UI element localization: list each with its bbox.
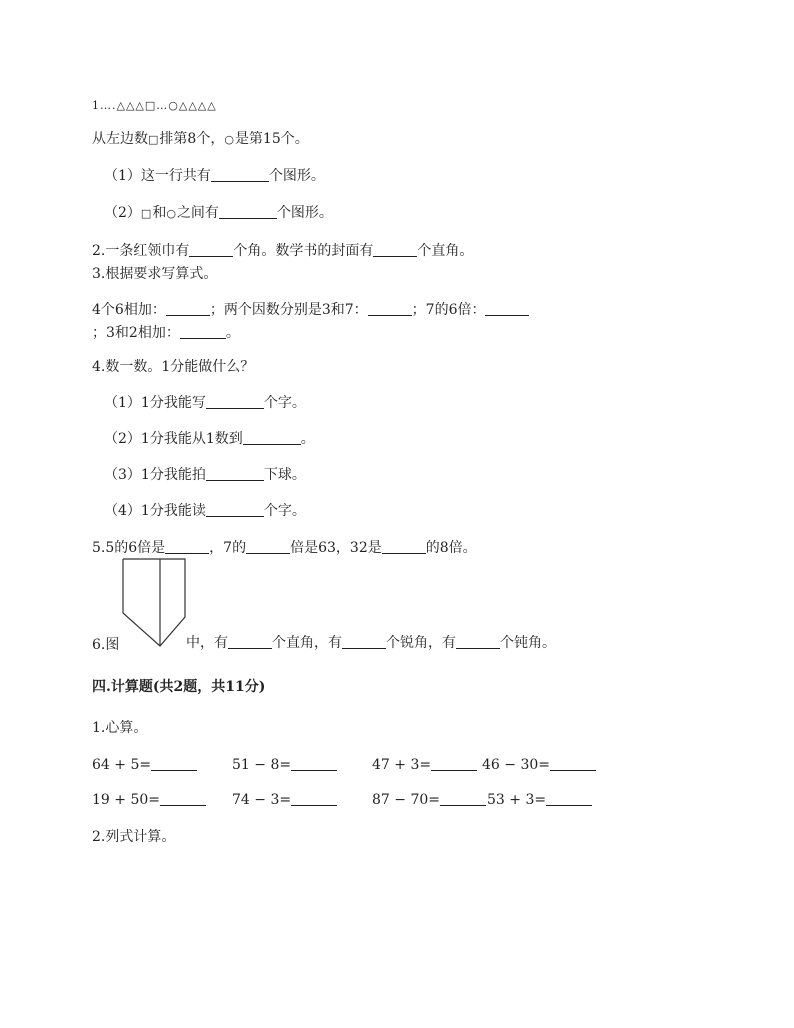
- q6: 中，有 个直角，有 个锐角，有 个钝角。: [186, 635, 556, 651]
- q2: 2.一条红领巾有 个角。数学书的封面有 个直角。: [92, 243, 474, 259]
- answer-blank[interactable]: [550, 756, 596, 771]
- answer-blank[interactable]: [166, 301, 210, 316]
- q1-intro: 从左边数□排第8个，○是第15个。: [92, 131, 309, 147]
- circle-icon: ○: [166, 207, 177, 220]
- answer-blank[interactable]: [219, 204, 277, 219]
- calc-item: 53 + 3=: [487, 791, 592, 809]
- q4-title: 4.数一数。1分能做什么？: [92, 359, 255, 375]
- answer-blank[interactable]: [382, 539, 426, 554]
- answer-blank[interactable]: [368, 301, 412, 316]
- section-title: 四.计算题(共2题，共11分): [92, 679, 266, 695]
- shield-figure: [120, 556, 190, 652]
- answer-blank[interactable]: [180, 324, 226, 339]
- q1-part2: （2）□和○之间有 个图形。: [104, 205, 333, 221]
- calc-item: 46 − 30=: [482, 756, 596, 774]
- calc-item: 51 − 8=: [232, 756, 337, 774]
- q4-part1: （1）1分我能写 个字。: [104, 395, 306, 411]
- answer-blank[interactable]: [211, 167, 269, 182]
- answer-blank[interactable]: [291, 756, 337, 771]
- answer-blank[interactable]: [206, 394, 264, 409]
- q1-part1: （1）这一行共有 个图形。: [104, 168, 325, 184]
- answer-blank[interactable]: [291, 791, 337, 806]
- answer-blank[interactable]: [440, 791, 486, 806]
- answer-blank[interactable]: [165, 539, 209, 554]
- answer-blank[interactable]: [228, 634, 272, 649]
- answer-blank[interactable]: [206, 502, 264, 517]
- square-icon: □: [148, 133, 160, 146]
- answer-blank[interactable]: [431, 756, 477, 771]
- circle-icon: ○: [224, 133, 235, 146]
- q4-part4: （4）1分我能读 个字。: [104, 503, 306, 519]
- square-icon: □: [140, 207, 153, 220]
- answer-blank[interactable]: [342, 634, 386, 649]
- answer-blank[interactable]: [456, 634, 500, 649]
- answer-blank[interactable]: [246, 539, 290, 554]
- q3-title: 3.根据要求写算式。: [92, 266, 218, 282]
- answer-blank[interactable]: [189, 242, 233, 257]
- answer-blank[interactable]: [373, 242, 417, 257]
- answer-blank[interactable]: [243, 430, 301, 445]
- calc-item: 47 + 3=: [372, 756, 477, 774]
- calc-title: 1.心算。: [92, 720, 148, 736]
- answer-blank[interactable]: [546, 791, 592, 806]
- answer-blank[interactable]: [206, 466, 264, 481]
- q5: 5.5的6倍是 ，7的 倍是63，32是 的8倍。: [92, 540, 477, 556]
- q1-sequence: 1….△△△□…○△△△△: [92, 99, 217, 112]
- answer-blank[interactable]: [160, 791, 206, 806]
- answer-blank[interactable]: [151, 756, 197, 771]
- calc-item: 74 − 3=: [232, 791, 337, 809]
- calc-item: 87 − 70=: [372, 791, 486, 809]
- calc-item: 19 + 50=: [92, 791, 206, 809]
- q4-part3: （3）1分我能拍 下球。: [104, 467, 306, 483]
- calc2-title: 2.列式计算。: [92, 829, 176, 845]
- calc-item: 64 + 5=: [92, 756, 197, 774]
- q4-part2: （2）1分我能从1数到 。: [104, 431, 315, 447]
- q3-line2: ；3和2相加： 。: [92, 325, 240, 341]
- q6-label: 6.图: [92, 637, 120, 653]
- answer-blank[interactable]: [485, 301, 529, 316]
- q3-line1: 4个6相加： ；两个因数分别是3和7： ；7的6倍：: [92, 301, 529, 319]
